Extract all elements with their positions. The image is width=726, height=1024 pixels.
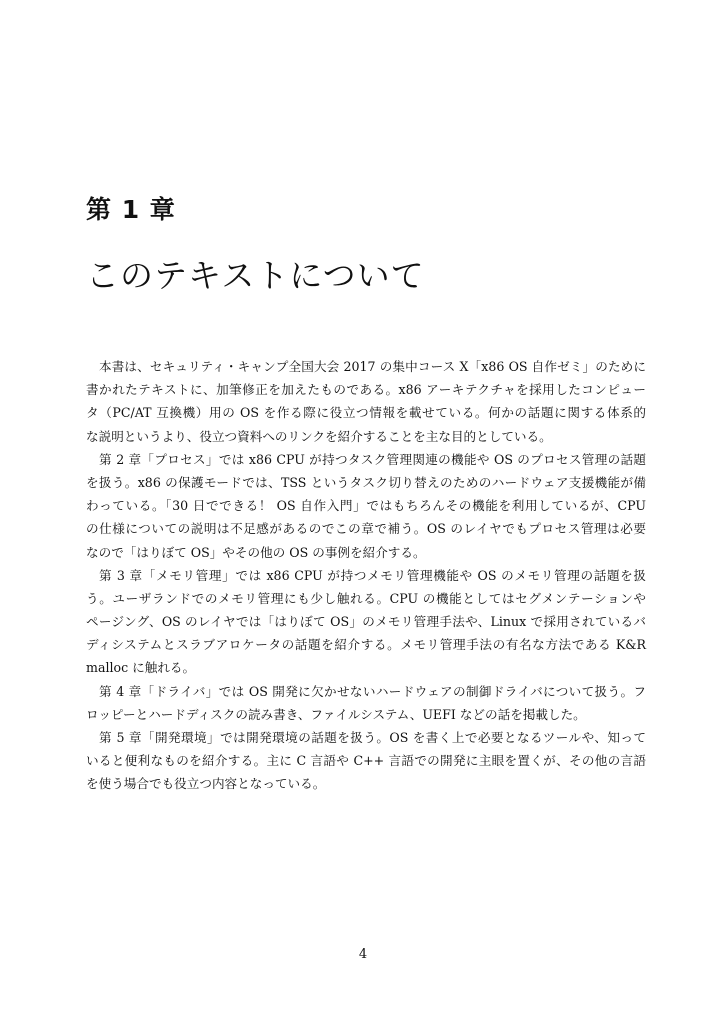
text-line: 本書は、セキュリティ・キャンプ全国大会 2017 の集中コース X「x86 OS 自作ゼミ」のために [99,359,646,374]
paragraph-chapter-4 [86,680,646,726]
text-line: う。ユーザランドでのメモリ管理にも少し触れる。CPU の機能としてはセグメンテーションや [86,590,646,606]
body-text [86,355,646,796]
paragraph-chapter-5 [86,726,646,796]
text-line: ディシステムとスラブアロケータの話題を紹介する。メモリ管理手法の有名な方法である K&R [86,637,646,653]
text-line: ロッピーとハードディスクの読み書き、ファイルシステム、UEFI などの話を掲載した。 [86,706,586,722]
text-line: 第 4 章「ドライバ」では OS 開発に欠かせないハードウェアの制御ドライバについて扱う。フ [99,683,646,699]
chapter-label: 第 1 章 [86,195,176,224]
paragraph-intro [86,355,646,448]
paragraph-chapter-2 [86,448,646,564]
page-number: 4 [358,947,368,962]
text-line: を使う場合でも役立つ内容となっている。 [86,776,326,792]
paragraph-chapter-3 [86,564,646,680]
text-line: 第 3 章「メモリ管理」では x86 CPU が持つメモリ管理機能や OS のメモリ管理の話題を扱 [99,567,646,583]
text-line: の仕様についての説明は不足感があるのでこの章で補う。OS のレイヤでもプロセス管理は必要 [86,521,646,537]
text-line: 第 5 章「開発環境」では開発環境の話題を扱う。OS を書く上で必要となるツールや、知って [99,730,646,745]
text-line: 書かれたテキストに、加筆修正を加えたものである。x86 アーキテクチャを採用したコンピュー [86,382,646,398]
text-line: malloc に触れる。 [86,660,196,676]
text-line: ページング、OS のレイヤでは「はりぼて OS」のメモリ管理手法や、Linux で採用されているバ [86,614,646,630]
text-line: を扱う。x86 の保護モードでは、TSS というタスク切り替えのためのハードウェア支援機能が備 [86,474,646,490]
text-line: タ（PC/AT 互換機）用の OS を作る際に役立つ情報を載せている。何かの話題に関する体系的 [86,405,646,421]
text-line: なので「はりぼて OS」やその他の OS の事例を紹介する。 [86,544,426,560]
text-line: 第 2 章「プロセス」では x86 CPU が持つタスク管理関連の機能や OS のプロセス管理の話題 [99,451,646,467]
text-line: な説明というより、役立つ資料へのリンクを紹介することを主な目的としている。 [86,428,552,444]
chapter-title: このテキストについて [86,256,425,295]
text-line: わっている。「30 日でできる！ OS 自作入門」ではもちろんその機能を利用しているが、CPU [86,498,646,514]
text-line: いると便利なものを紹介する。主に C 言語や C++ 言語での開発に主眼を置くが、その他の言語 [86,753,646,769]
